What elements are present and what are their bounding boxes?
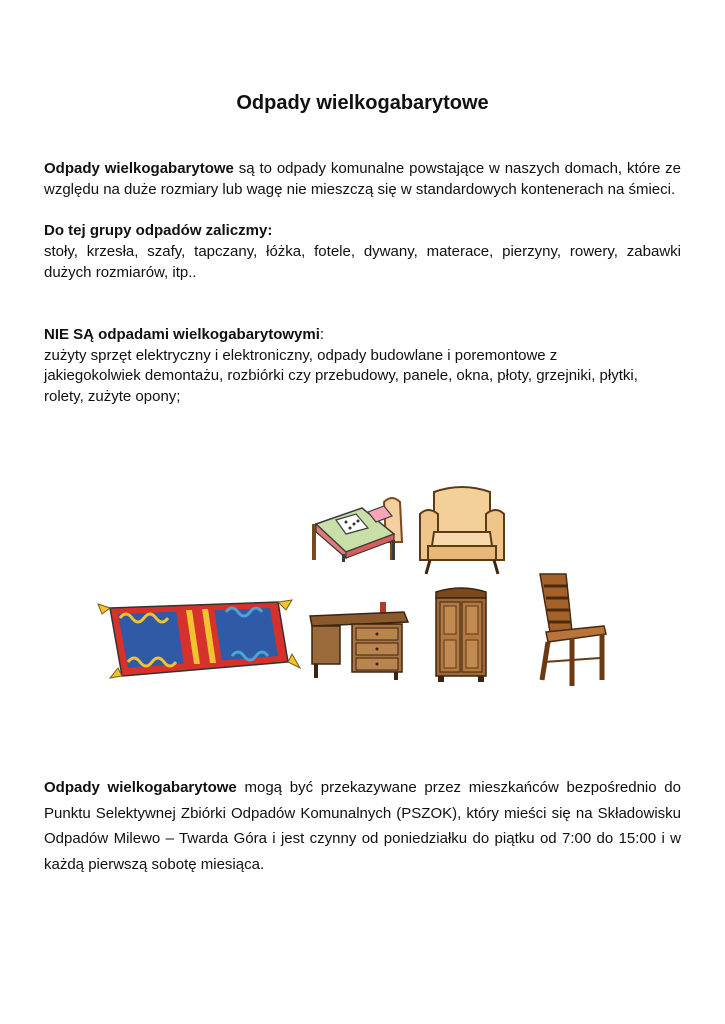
group-items: stoły, krzesła, szafy, tapczany, łóżka, fotele, dywany, materace, pierzyny, rowery, zabawki dużych rozmiarów, itp..	[44, 243, 681, 281]
excluded-colon: :	[319, 326, 325, 343]
intro-bold-term: Odpady wielkogabarytowe	[44, 160, 234, 177]
intro-text: są to odpady komunalne powstające w naszych domach, które ze względu na duże rozmiary lub wagę nie mieszczą się w standardowych kontenerach na śmieci.	[44, 160, 681, 198]
excluded-section	[44, 325, 681, 407]
wardrobe-icon	[430, 584, 492, 684]
pszok-text: mogą być przekazywane przez mieszkańców bezpośrednio do Punktu Selektywnej Zbiórki Odpadów Komunalnych (PSZOK), który mieści się na Składowisku Odpadów Milewo – Twarda Góra i jest czynny od poniedziałku do piątku od 7:00 do 15:00 i w każdą pierwszą sobotę miesiąca.	[44, 779, 681, 873]
pszok-bold-term: Odpady wielkogabarytowe	[44, 779, 237, 796]
desk-icon	[306, 600, 410, 682]
excluded-heading-line	[44, 325, 681, 346]
excluded-heading: NIE SĄ odpadami wielkogabarytowymi	[44, 326, 320, 343]
excluded-line-1: zużyty sprzęt elektryczny i elektroniczny, odpady budowlane i poremontowe z	[44, 346, 558, 364]
group-heading: Do tej grupy odpadów zaliczmy:	[44, 222, 273, 239]
excluded-line-3: rolety, zużyte opony;	[44, 387, 181, 405]
armchair-icon	[416, 484, 508, 576]
intro-paragraph	[44, 159, 681, 200]
excluded-line-2: jakiegokolwiek demontażu, rozbiórki czy przebudowy, panele, okna, płoty, grzejniki, płytki,	[44, 367, 638, 384]
rug-icon	[96, 598, 302, 680]
pszok-paragraph	[44, 775, 681, 877]
chair-icon	[532, 572, 610, 688]
page-title: Odpady wielkogabarytowe	[236, 92, 489, 114]
bed-icon	[306, 494, 406, 564]
